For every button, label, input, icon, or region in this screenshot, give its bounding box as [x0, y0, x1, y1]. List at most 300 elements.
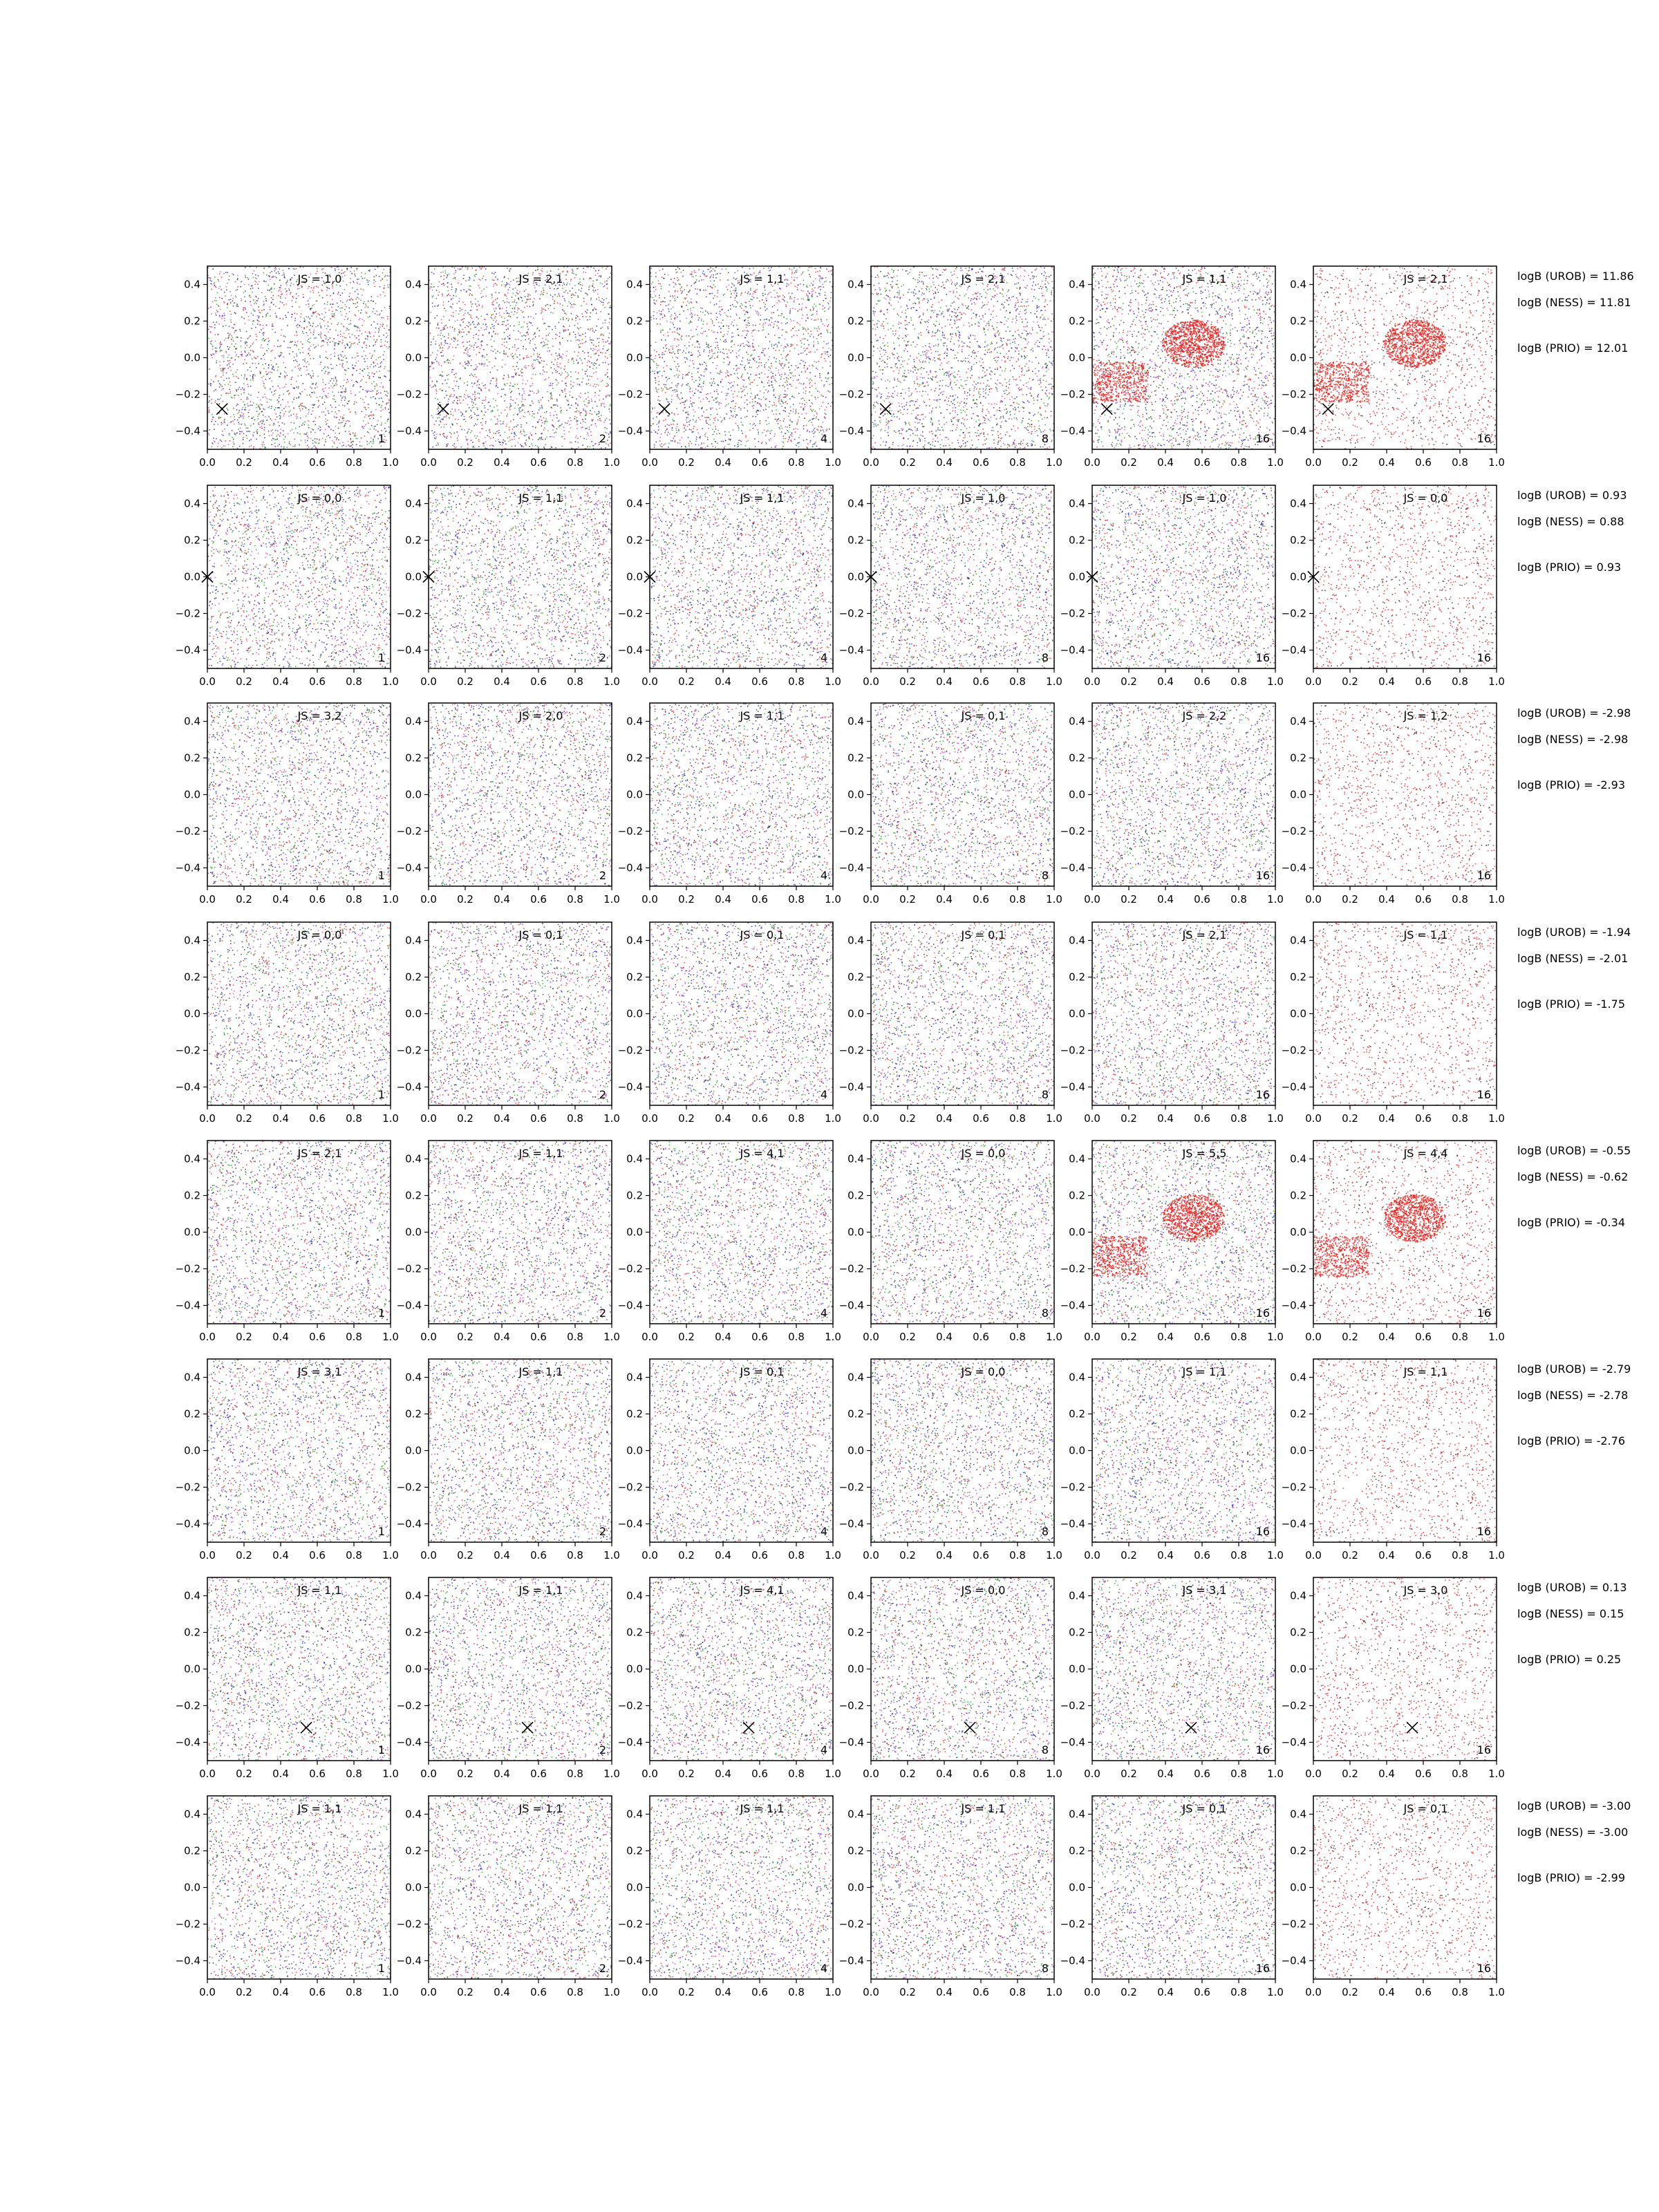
- panel-corner-label: 2: [599, 432, 606, 445]
- data-point: [262, 339, 263, 341]
- data-point: [379, 357, 381, 358]
- data-point: [485, 388, 486, 389]
- data-point: [827, 326, 829, 327]
- data-point: [588, 353, 589, 354]
- data-point: [236, 290, 237, 291]
- data-point: [360, 300, 362, 301]
- data-point: [581, 382, 583, 383]
- data-point: [538, 439, 539, 440]
- data-point: [382, 386, 384, 387]
- data-point: [460, 308, 461, 309]
- data-point: [549, 326, 550, 328]
- data-point: [552, 425, 554, 427]
- data-point: [340, 308, 341, 309]
- data-point: [818, 343, 819, 344]
- data-point: [597, 379, 599, 380]
- data-point: [523, 429, 524, 431]
- data-point: [258, 422, 259, 424]
- data-point: [274, 346, 275, 347]
- data-point: [507, 424, 508, 425]
- data-point: [592, 281, 594, 282]
- data-point: [583, 378, 584, 379]
- data-point: [452, 424, 453, 426]
- data-point: [812, 380, 813, 382]
- data-point: [470, 315, 471, 316]
- data-point: [465, 304, 466, 306]
- data-point: [582, 350, 583, 352]
- data-point: [677, 353, 679, 354]
- data-point: [504, 313, 505, 315]
- data-point: [464, 419, 465, 420]
- data-point: [270, 360, 272, 362]
- data-point: [371, 373, 373, 374]
- data-point: [517, 310, 518, 311]
- data-point: [229, 382, 231, 383]
- data-point: [433, 435, 435, 436]
- data-point: [218, 281, 220, 282]
- data-point: [455, 270, 456, 272]
- data-point: [271, 435, 272, 436]
- data-point: [590, 277, 591, 279]
- data-point: [318, 334, 319, 335]
- data-point: [242, 388, 243, 389]
- data-point: [568, 362, 569, 363]
- data-point: [277, 431, 279, 432]
- data-point: [472, 375, 474, 376]
- data-point: [790, 319, 791, 320]
- data-point: [497, 370, 498, 371]
- data-point: [570, 281, 572, 282]
- data-point: [318, 428, 319, 429]
- data-point: [229, 360, 230, 362]
- data-point: [342, 364, 344, 365]
- data-point: [499, 432, 500, 433]
- data-point: [278, 402, 279, 404]
- data-point: [444, 417, 445, 418]
- data-point: [257, 320, 259, 321]
- data-point: [516, 312, 518, 314]
- data-point: [745, 312, 747, 313]
- data-point: [466, 411, 467, 412]
- data-point: [791, 298, 793, 299]
- data-point: [365, 424, 366, 426]
- data-point: [590, 312, 592, 314]
- data-point: [485, 407, 486, 409]
- data-point: [448, 362, 449, 364]
- data-point: [350, 271, 351, 272]
- data-point: [447, 343, 449, 344]
- data-point: [757, 297, 758, 299]
- data-point: [506, 295, 507, 297]
- data-point: [453, 381, 455, 382]
- data-point: [327, 366, 328, 368]
- data-point: [220, 398, 221, 400]
- data-point: [518, 368, 519, 370]
- data-point: [244, 297, 245, 298]
- data-point: [275, 430, 276, 431]
- data-point: [610, 344, 611, 345]
- data-point: [570, 307, 572, 308]
- data-point: [235, 352, 236, 353]
- data-point: [280, 417, 281, 418]
- data-point: [249, 440, 250, 442]
- data-point: [478, 346, 479, 348]
- data-point: [223, 355, 225, 356]
- data-point: [562, 373, 563, 374]
- data-point: [221, 377, 222, 378]
- data-point: [793, 429, 794, 430]
- data-point: [433, 336, 435, 337]
- data-point: [210, 385, 212, 386]
- data-point: [437, 323, 438, 324]
- data-point: [560, 407, 561, 409]
- data-point: [476, 354, 477, 355]
- data-point: [596, 346, 597, 348]
- data-point: [365, 407, 366, 409]
- data-point: [229, 299, 230, 301]
- data-point: [310, 337, 311, 339]
- data-point: [375, 313, 376, 315]
- data-point: [678, 366, 679, 367]
- data-point: [453, 274, 455, 275]
- data-point: [241, 317, 243, 318]
- data-point: [481, 411, 482, 413]
- data-point: [521, 375, 523, 377]
- data-point: [448, 335, 449, 336]
- data-point: [355, 315, 357, 317]
- data-point: [297, 335, 298, 336]
- data-point: [332, 391, 333, 393]
- data-point: [603, 302, 604, 303]
- data-point: [345, 388, 346, 389]
- data-point: [341, 422, 343, 423]
- data-point: [514, 369, 516, 371]
- data-point: [319, 355, 321, 357]
- data-point: [312, 411, 314, 412]
- data-point: [747, 325, 749, 326]
- data-point: [221, 298, 223, 299]
- data-point: [457, 400, 458, 402]
- data-point: [513, 330, 514, 331]
- data-point: [258, 317, 259, 319]
- data-point: [455, 411, 456, 412]
- data-point: [571, 442, 572, 443]
- data-point: [610, 273, 612, 274]
- data-point: [381, 430, 382, 431]
- data-point: [443, 316, 444, 317]
- data-point: [565, 330, 566, 331]
- data-point: [250, 386, 252, 387]
- data-point: [303, 318, 305, 319]
- data-point: [329, 427, 330, 429]
- data-point: [530, 340, 532, 341]
- data-point: [219, 348, 221, 349]
- data-point: [484, 366, 485, 367]
- data-point: [442, 355, 444, 357]
- data-point: [375, 398, 376, 400]
- data-point: [577, 404, 579, 405]
- data-point: [441, 343, 442, 344]
- data-point: [727, 372, 729, 373]
- data-point: [577, 405, 579, 406]
- data-point: [321, 370, 323, 371]
- data-point: [225, 393, 227, 394]
- data-point: [451, 437, 452, 438]
- data-point: [461, 319, 462, 321]
- data-point: [243, 407, 244, 409]
- data-point: [469, 314, 470, 315]
- data-point: [301, 405, 302, 406]
- data-point: [572, 288, 573, 289]
- data-point: [585, 398, 587, 400]
- data-point: [826, 319, 827, 321]
- data-point: [469, 341, 470, 342]
- data-point: [507, 324, 509, 325]
- data-point: [259, 332, 261, 333]
- data-point: [610, 354, 611, 355]
- data-point: [383, 317, 384, 319]
- data-point: [220, 350, 221, 351]
- data-point: [599, 342, 600, 344]
- data-point: [291, 379, 292, 380]
- data-point: [605, 375, 606, 376]
- data-point: [367, 358, 368, 359]
- data-point: [483, 445, 485, 447]
- data-point: [696, 439, 697, 440]
- data-point: [565, 290, 567, 291]
- data-point: [498, 439, 499, 440]
- data-point: [263, 268, 265, 269]
- data-point: [379, 366, 381, 368]
- data-point: [567, 270, 568, 272]
- data-point: [559, 373, 560, 375]
- data-point: [431, 355, 432, 356]
- data-point: [449, 346, 450, 348]
- data-point: [216, 310, 218, 311]
- data-point: [227, 332, 229, 334]
- data-point: [514, 326, 515, 327]
- data-point: [678, 349, 679, 350]
- data-point: [692, 402, 693, 404]
- data-point: [304, 360, 306, 362]
- data-point: [552, 346, 554, 347]
- data-point: [794, 326, 796, 328]
- data-point: [345, 304, 346, 306]
- data-point: [211, 341, 212, 342]
- data-point: [453, 355, 455, 357]
- data-point: [610, 423, 611, 424]
- data-point: [523, 317, 525, 318]
- data-point: [812, 385, 813, 386]
- data-point: [602, 334, 603, 335]
- data-point: [453, 278, 454, 279]
- data-point: [495, 292, 496, 293]
- data-point: [279, 290, 281, 291]
- data-point: [439, 281, 440, 283]
- data-point: [573, 303, 574, 305]
- data-point: [374, 350, 375, 352]
- data-point: [760, 391, 761, 392]
- data-point: [258, 418, 259, 420]
- data-point: [296, 381, 297, 382]
- data-point: [484, 405, 485, 406]
- data-point: [364, 350, 365, 352]
- data-point: [444, 329, 445, 330]
- data-point: [276, 438, 278, 440]
- data-point: [330, 380, 331, 382]
- data-point: [285, 298, 286, 299]
- data-point: [523, 415, 525, 417]
- data-point: [348, 308, 350, 309]
- data-point: [279, 435, 281, 437]
- data-point: [263, 409, 264, 410]
- data-point: [476, 327, 477, 328]
- data-point: [592, 283, 594, 285]
- data-point: [221, 355, 223, 357]
- data-point: [481, 364, 482, 366]
- data-point: [247, 370, 249, 371]
- y-tick-label: 0.4: [184, 279, 200, 291]
- data-point: [507, 298, 508, 299]
- data-point: [327, 397, 328, 398]
- data-point: [525, 435, 526, 437]
- data-point: [591, 298, 592, 299]
- data-point: [573, 363, 574, 364]
- data-point: [791, 321, 792, 322]
- data-point: [215, 341, 216, 342]
- data-point: [714, 353, 715, 354]
- data-point: [603, 341, 604, 343]
- data-point: [556, 400, 558, 402]
- data-point: [371, 441, 372, 442]
- data-point: [461, 447, 462, 448]
- data-point: [380, 324, 382, 326]
- data-point: [439, 402, 440, 403]
- data-point: [227, 360, 229, 362]
- data-point: [514, 311, 516, 312]
- data-point: [356, 381, 357, 382]
- data-point: [280, 297, 281, 298]
- data-point: [224, 320, 225, 321]
- data-point: [575, 403, 577, 404]
- data-point: [539, 362, 541, 363]
- data-point: [519, 321, 521, 323]
- data-point: [310, 346, 312, 347]
- data-point: [266, 420, 268, 421]
- data-point: [453, 312, 454, 313]
- data-point: [373, 279, 375, 281]
- data-point: [608, 395, 610, 396]
- data-point: [337, 324, 339, 326]
- data-point: [518, 388, 519, 390]
- data-point: [436, 361, 438, 362]
- data-point: [299, 444, 300, 446]
- data-point: [491, 444, 493, 446]
- data-point: [374, 429, 375, 430]
- data-point: [602, 339, 603, 340]
- data-point: [730, 297, 731, 298]
- data-point: [736, 353, 738, 354]
- data-point: [464, 429, 465, 431]
- data-point: [384, 285, 385, 286]
- data-point: [489, 391, 490, 392]
- data-point: [233, 274, 234, 276]
- data-point: [301, 313, 302, 315]
- data-point: [430, 366, 431, 368]
- data-point: [502, 344, 503, 346]
- data-point: [467, 444, 469, 445]
- data-point: [603, 299, 605, 301]
- data-point: [511, 433, 512, 434]
- data-point: [285, 283, 287, 284]
- data-point: [783, 317, 785, 318]
- data-point: [223, 379, 225, 381]
- data-point: [562, 390, 563, 391]
- data-point: [303, 328, 305, 329]
- data-point: [217, 446, 218, 447]
- data-point: [324, 366, 326, 368]
- data-point: [297, 355, 298, 357]
- data-point: [561, 357, 563, 358]
- data-point: [783, 299, 785, 301]
- data-point: [560, 411, 561, 413]
- data-point: [668, 311, 670, 312]
- data-point: [567, 306, 568, 307]
- data-point: [273, 295, 274, 297]
- data-point: [386, 346, 387, 348]
- data-point: [800, 340, 802, 341]
- data-point: [292, 351, 294, 353]
- data-point: [308, 300, 309, 301]
- data-point: [521, 433, 523, 435]
- data-point: [566, 351, 568, 353]
- data-point: [334, 399, 335, 400]
- data-point: [559, 355, 561, 357]
- data-point: [467, 325, 468, 326]
- data-point: [208, 308, 209, 309]
- data-point: [348, 333, 350, 335]
- data-point: [237, 286, 238, 288]
- data-point: [225, 295, 226, 297]
- data-point: [442, 294, 443, 295]
- data-point: [816, 338, 818, 339]
- data-point: [253, 315, 254, 316]
- data-point: [470, 328, 471, 330]
- data-point: [677, 277, 678, 279]
- data-point: [776, 405, 777, 406]
- data-point: [331, 315, 332, 317]
- data-point: [310, 325, 311, 326]
- data-point: [597, 294, 599, 295]
- data-point: [453, 446, 455, 447]
- data-point: [557, 371, 559, 373]
- data-point: [459, 396, 460, 397]
- data-point: [482, 355, 484, 357]
- data-point: [521, 369, 523, 371]
- data-point: [335, 401, 336, 402]
- data-point: [748, 378, 749, 379]
- data-point: [560, 363, 561, 364]
- data-point: [225, 440, 226, 442]
- data-point: [272, 326, 273, 327]
- data-point: [565, 422, 566, 424]
- data-point: [508, 278, 509, 279]
- data-point: [321, 411, 323, 413]
- data-point: [656, 365, 657, 366]
- data-point: [308, 339, 310, 340]
- data-point: [357, 301, 358, 303]
- data-point: [610, 442, 611, 444]
